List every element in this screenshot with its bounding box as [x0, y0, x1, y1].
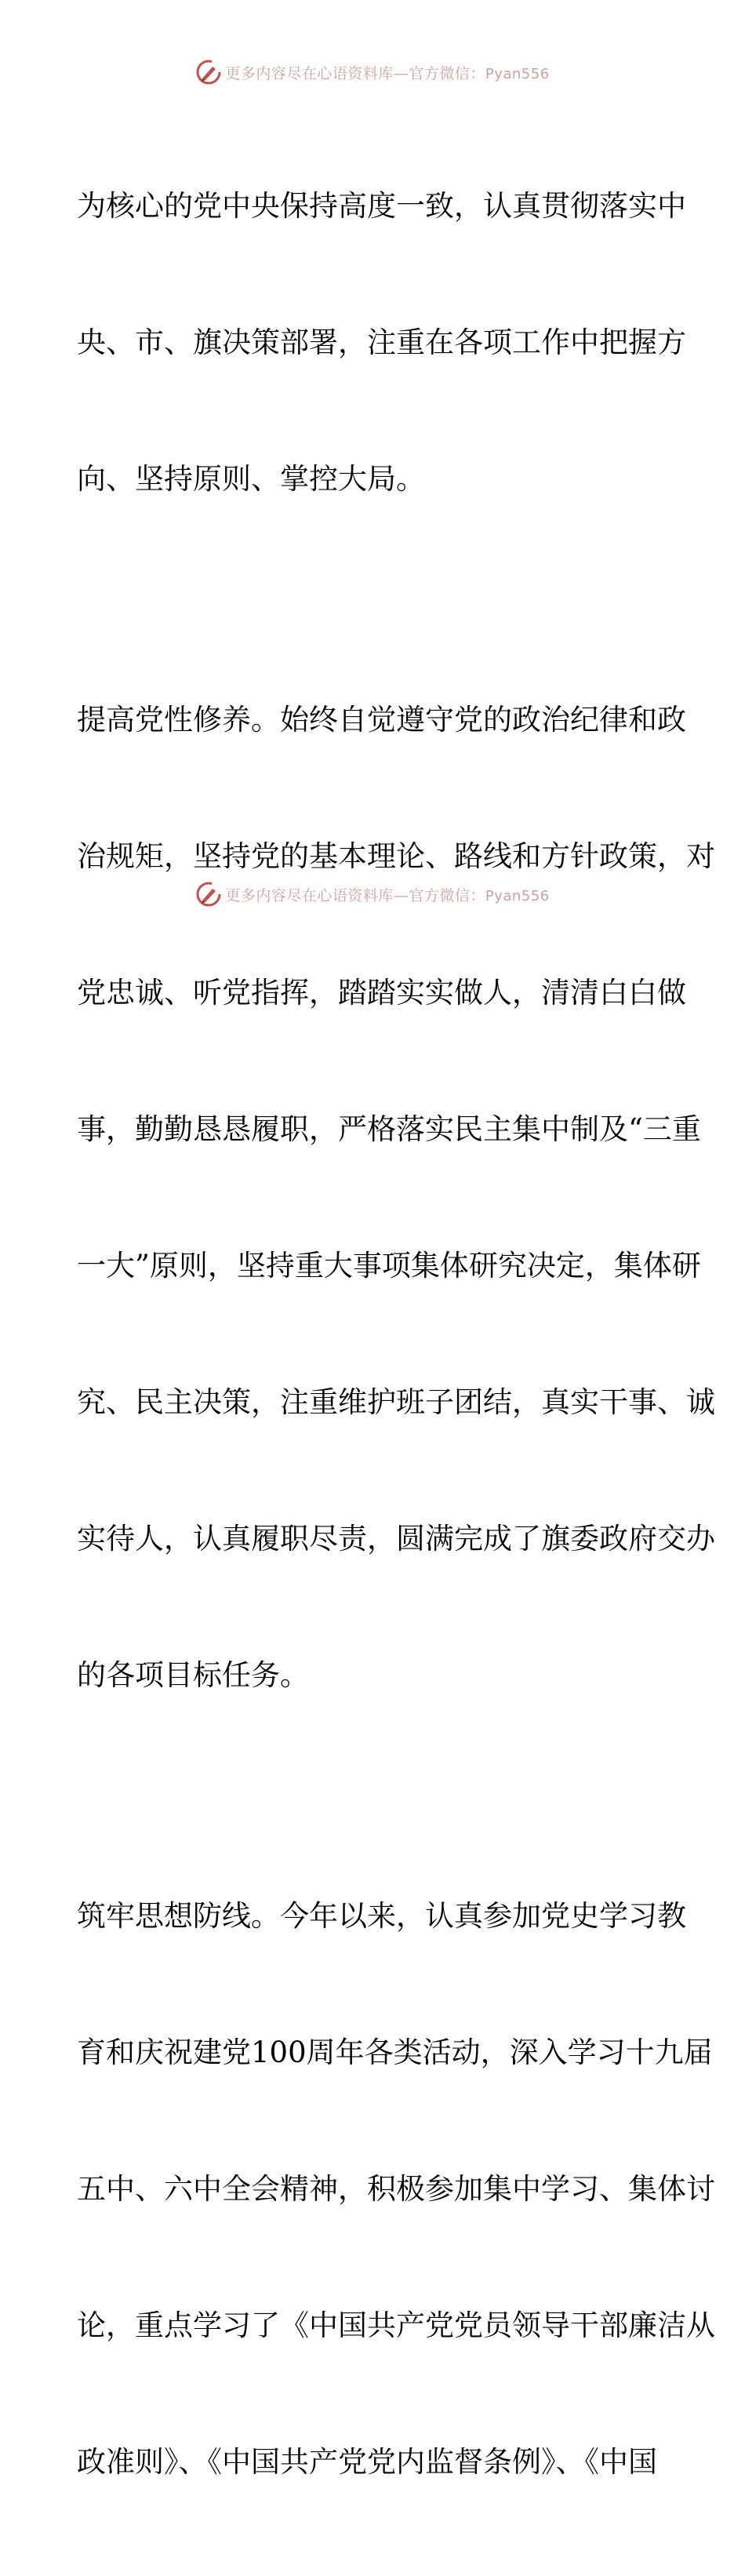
watermark-wechat-id: Pyan556	[485, 65, 550, 82]
paragraph-1	[77, 93, 686, 593]
text-line: 央、市、旗决策部署，注重在各项工作中把握方	[77, 326, 686, 359]
text-line: 政准则》、《中国共产党党内监督条例》、《中国	[77, 2445, 657, 2479]
text-line: 实待人，认真履职尽责，圆满完成了旗委政府交办	[77, 1522, 715, 1555]
watermark-header	[0, 56, 745, 88]
text-line: 一大”原则，坚持重大事项集体研究决定，集体研	[77, 1249, 701, 1283]
text-line: 筑牢思想防线。今年以来，认真参加党史学习教	[77, 1899, 686, 1933]
text-line: 向、坚持原则、掌控大局。	[77, 462, 425, 496]
pen-logo-icon	[195, 59, 222, 86]
text-line: 提高党性修养。始终自觉遵守党的政治纪律和政	[77, 703, 686, 737]
watermark-text: 更多内容尽在心语资料库—官方微信：Pyan556	[225, 886, 550, 904]
text-line: 究、民主决策，注重维护班子团结，真实干事、诚	[77, 1385, 715, 1419]
text-line: 为核心的党中央保持高度一致，认真贯彻落实中	[77, 189, 686, 223]
pen-logo-icon	[195, 881, 222, 908]
watermark-footer	[0, 879, 745, 910]
paragraph-3	[77, 1803, 715, 2576]
watermark-wechat-id: Pyan556	[485, 887, 550, 904]
text-line: 的各项目标任务。	[77, 1658, 309, 1692]
text-line: 五中、六中全会精神，积极参加集中学习、集体讨	[77, 2172, 715, 2206]
paragraph-2	[77, 606, 715, 1789]
watermark-text: 更多内容尽在心语资料库—官方微信：Pyan556	[225, 64, 550, 82]
text-line: 党忠诚、听党指挥，踏踏实实做人，清清白白做	[77, 976, 686, 1010]
document-body	[77, 93, 715, 2576]
text-line: 治规矩，坚持党的基本理论、路线和方针政策，对	[77, 839, 715, 873]
text-line: 论，重点学习了《中国共产党党员领导干部廉洁从	[77, 2309, 715, 2342]
text-line: 事，勤勤恳恳履职，严格落实民主集中制及“三重	[77, 1112, 701, 1146]
text-line: 育和庆祝建党100周年各类活动，深入学习十九届	[77, 2036, 713, 2069]
